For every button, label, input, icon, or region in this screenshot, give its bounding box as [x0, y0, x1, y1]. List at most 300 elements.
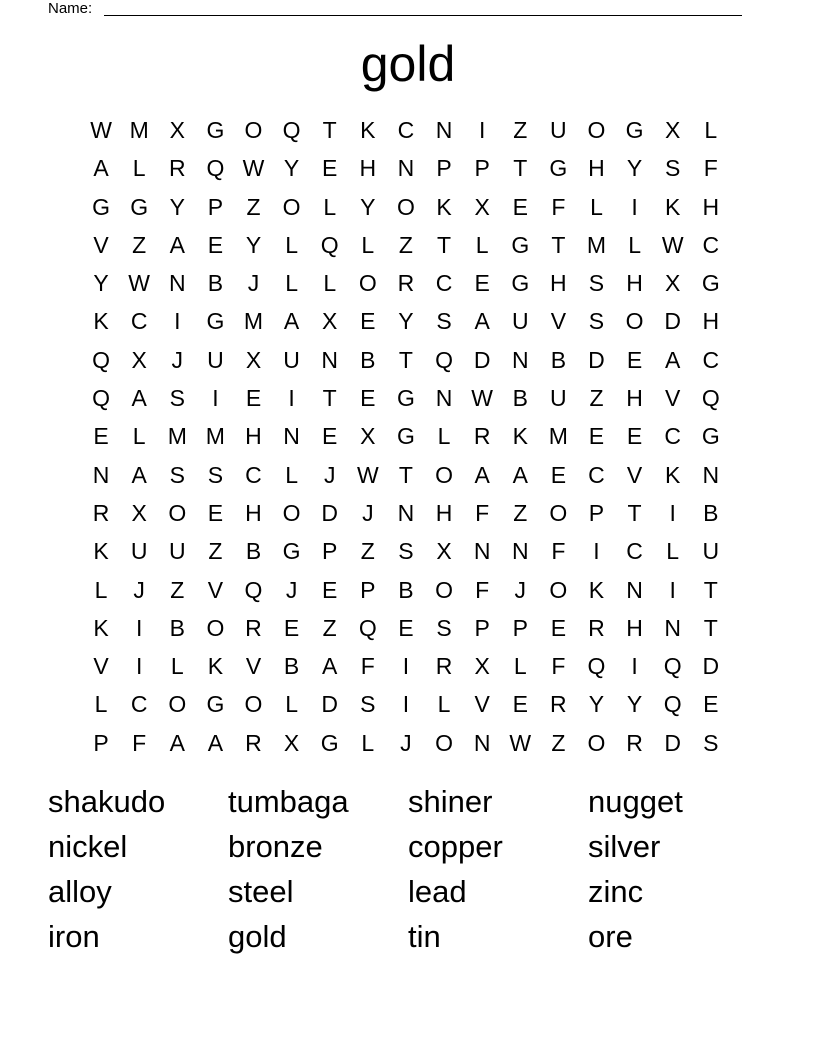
grid-row — [82, 226, 730, 264]
grid-letter: G — [549, 155, 568, 182]
grid-row — [82, 417, 730, 455]
grid-letter: M — [586, 231, 607, 258]
grid-letter: A — [169, 231, 185, 258]
grid-letter: B — [283, 653, 300, 680]
grid-letter: Y — [93, 270, 109, 297]
grid-letter: Y — [626, 691, 643, 718]
grid-letter: X — [665, 117, 681, 143]
grid-letter: I — [593, 538, 600, 565]
grid-letter: O — [282, 193, 301, 220]
grid-letter: F — [475, 576, 490, 603]
name-label: Name: — [48, 0, 93, 17]
grid-row — [82, 532, 730, 570]
name-field — [48, 0, 742, 18]
grid-letter: E — [360, 385, 376, 412]
grid-letter: L — [285, 461, 298, 488]
grid-letter: P — [436, 155, 452, 182]
grid-letter: G — [701, 423, 720, 450]
grid-letter: G — [206, 691, 225, 718]
grid-letter: R — [168, 155, 186, 182]
grid-letter: L — [285, 270, 298, 297]
grid-row — [82, 571, 730, 609]
grid-letter: Q — [587, 653, 606, 680]
grid-letter: U — [130, 538, 148, 565]
grid-letter: U — [511, 308, 529, 335]
grid-letter: R — [435, 653, 453, 680]
grid-letter: C — [130, 308, 148, 335]
grid-letter: K — [360, 117, 376, 143]
word-list-item: nugget — [588, 784, 683, 819]
grid-letter: E — [322, 576, 338, 603]
grid-letter: O — [244, 117, 263, 143]
grid-letter: O — [587, 729, 606, 756]
grid-letter: J — [514, 576, 526, 603]
grid-letter: I — [669, 576, 676, 603]
grid-letter: E — [474, 270, 490, 297]
grid-letter: Q — [92, 346, 110, 373]
grid-letter: C — [664, 423, 681, 450]
grid-letter: Q — [701, 385, 720, 412]
grid-letter: O — [244, 691, 263, 718]
grid-letter: Q — [92, 385, 110, 412]
grid-letter: L — [285, 691, 298, 718]
grid-letter: J — [362, 499, 374, 526]
grid-letter: Q — [663, 691, 682, 718]
grid-letter: G — [511, 231, 530, 258]
word-list-item: shiner — [408, 784, 493, 819]
word-list-item: steel — [228, 874, 294, 909]
grid-letter: P — [474, 614, 490, 641]
grid-letter: F — [551, 653, 566, 680]
grid-letter: X — [474, 193, 490, 220]
grid-letter: G — [130, 193, 149, 220]
grid-letter: R — [92, 499, 110, 526]
grid-letter: X — [665, 270, 681, 297]
grid-letter: V — [207, 576, 224, 603]
word-list-item: bronze — [228, 829, 323, 864]
grid-letter: D — [702, 653, 720, 680]
grid-letter: S — [436, 614, 452, 641]
grid-letter: N — [283, 423, 300, 450]
grid-letter: N — [511, 538, 529, 565]
grid-letter: V — [245, 653, 262, 680]
word-list-item: iron — [48, 919, 100, 954]
word-list-item: nickel — [48, 829, 128, 864]
grid-letter: K — [93, 538, 109, 565]
grid-letter: S — [703, 729, 719, 756]
grid-letter: X — [436, 538, 452, 565]
word-list-item: shakudo — [48, 784, 166, 819]
grid-letter: U — [283, 346, 300, 373]
grid-letter: T — [398, 346, 413, 373]
grid-row — [82, 302, 730, 340]
grid-letter: C — [245, 461, 262, 488]
grid-letter: O — [358, 270, 377, 297]
grid-letter: L — [437, 423, 451, 450]
grid-letter: O — [549, 576, 568, 603]
word-list — [48, 779, 768, 959]
grid-row — [82, 647, 730, 685]
grid-letter: B — [703, 499, 719, 526]
word-list-item: zinc — [588, 874, 644, 909]
grid-letter: X — [322, 308, 338, 335]
grid-letter: G — [625, 117, 644, 143]
grid-letter: I — [135, 653, 143, 680]
grid-letter: M — [129, 117, 149, 143]
grid-letter: N — [702, 461, 720, 488]
grid-letter: A — [474, 461, 490, 488]
grid-letter: T — [437, 231, 452, 258]
grid-letter: A — [131, 385, 147, 412]
grid-letter: B — [245, 538, 262, 565]
grid-letter: U — [702, 538, 720, 565]
word-list-item: copper — [408, 829, 503, 864]
word-list-item: ore — [588, 919, 633, 954]
grid-row — [82, 685, 730, 723]
grid-letter: E — [703, 691, 719, 718]
grid-letter: L — [323, 270, 337, 297]
grid-letter: G — [320, 729, 339, 756]
grid-letter: B — [398, 576, 414, 603]
grid-letter: I — [212, 385, 219, 412]
grid-row — [82, 188, 730, 226]
grid-letter: N — [92, 461, 110, 488]
grid-letter: L — [704, 117, 718, 143]
grid-letter: Z — [360, 538, 375, 565]
grid-letter: N — [473, 729, 491, 756]
grid-letter: B — [360, 346, 376, 373]
grid-letter: F — [132, 729, 147, 756]
grid-letter: Q — [663, 653, 682, 680]
grid-letter: O — [435, 729, 453, 756]
grid-letter: F — [360, 653, 375, 680]
grid-letter: L — [513, 653, 527, 680]
grid-letter: E — [512, 193, 528, 220]
grid-letter: I — [669, 499, 676, 526]
grid-letter: V — [93, 653, 109, 680]
grid-letter: Z — [170, 576, 185, 603]
grid-letter: Z — [322, 614, 337, 641]
grid-letter: S — [360, 691, 376, 718]
grid-row — [82, 341, 730, 379]
grid-letter: O — [282, 499, 301, 526]
grid-letter: K — [512, 423, 528, 450]
grid-letter: C — [702, 231, 720, 258]
grid-letter: N — [168, 270, 186, 297]
grid-letter: G — [206, 308, 225, 335]
grid-letter: Y — [169, 193, 185, 220]
grid-letter: S — [588, 270, 605, 297]
grid-letter: H — [359, 155, 377, 182]
grid-letter: W — [242, 155, 265, 182]
grid-letter: P — [207, 193, 224, 220]
grid-letter: K — [93, 308, 109, 335]
grid-letter: O — [625, 308, 644, 335]
grid-letter: G — [396, 423, 415, 450]
grid-letter: E — [207, 499, 224, 526]
grid-letter: Y — [283, 155, 300, 182]
grid-letter: G — [206, 117, 225, 143]
grid-letter: O — [549, 499, 568, 526]
grid-letter: W — [356, 461, 379, 488]
grid-row — [82, 264, 730, 302]
word-list-item: alloy — [48, 874, 112, 909]
grid-letter: T — [322, 117, 337, 143]
grid-letter: Z — [513, 499, 528, 526]
grid-letter: F — [551, 193, 566, 220]
grid-letter: T — [627, 499, 642, 526]
grid-letter: F — [475, 499, 490, 526]
grid-letter: O — [435, 461, 453, 488]
page-title: gold — [360, 36, 456, 92]
grid-letter: N — [511, 346, 529, 373]
grid-letter: E — [93, 423, 109, 450]
grid-letter: N — [473, 538, 491, 565]
grid-letter: E — [207, 231, 224, 258]
grid-letter: C — [130, 691, 148, 718]
grid-letter: M — [243, 308, 264, 335]
grid-letter: R — [588, 614, 605, 641]
grid-letter: H — [588, 155, 605, 182]
grid-letter: H — [626, 614, 643, 641]
grid-letter: X — [474, 653, 490, 680]
grid-letter: W — [471, 385, 493, 412]
grid-row — [82, 724, 730, 762]
grid-letter: I — [631, 653, 638, 680]
grid-letter: A — [512, 461, 528, 488]
grid-letter: L — [666, 538, 680, 565]
grid-letter: E — [512, 691, 528, 718]
grid-letter: N — [626, 576, 643, 603]
grid-letter: L — [590, 193, 603, 220]
grid-letter: H — [245, 423, 262, 450]
grid-letter: Z — [132, 231, 147, 258]
grid-letter: H — [550, 270, 567, 297]
grid-letter: L — [437, 691, 451, 718]
grid-letter: E — [626, 346, 643, 373]
grid-letter: H — [435, 499, 453, 526]
word-list-item: gold — [228, 919, 287, 954]
grid-letter: K — [588, 576, 605, 603]
grid-letter: W — [509, 729, 532, 756]
grid-letter: P — [588, 499, 605, 526]
grid-letter: P — [360, 576, 376, 603]
grid-letter: W — [128, 270, 151, 297]
grid-letter: E — [626, 423, 643, 450]
grid-letter: G — [92, 193, 110, 220]
grid-letter: R — [550, 691, 567, 718]
grid-letter: Y — [245, 231, 262, 258]
grid-letter: N — [397, 155, 415, 182]
letter-grid — [82, 111, 730, 762]
grid-letter: M — [205, 423, 225, 450]
grid-letter: S — [665, 155, 681, 182]
grid-letter: F — [551, 538, 566, 565]
grid-letter: I — [174, 308, 181, 335]
grid-letter: S — [588, 308, 605, 335]
grid-letter: P — [512, 614, 528, 641]
grid-letter: D — [664, 729, 681, 756]
grid-letter: X — [131, 346, 147, 373]
grid-letter: E — [322, 155, 338, 182]
grid-letter: N — [435, 117, 453, 143]
grid-row — [82, 456, 730, 494]
grid-letter: V — [665, 385, 681, 412]
name-write-line — [104, 15, 742, 16]
grid-letter: M — [548, 423, 568, 450]
grid-letter: U — [207, 346, 224, 373]
grid-letter: Z — [513, 117, 528, 143]
grid-letter: G — [282, 538, 301, 565]
grid-letter: A — [169, 729, 185, 756]
grid-letter: X — [360, 423, 376, 450]
grid-row — [82, 494, 730, 532]
grid-letter: O — [168, 691, 187, 718]
grid-letter: Z — [551, 729, 566, 756]
grid-letter: B — [169, 614, 185, 641]
grid-letter: H — [702, 308, 720, 335]
grid-letter: X — [245, 346, 262, 373]
grid-letter: T — [322, 385, 337, 412]
grid-letter: Y — [360, 193, 376, 220]
grid-letter: O — [435, 576, 453, 603]
grid-letter: Z — [246, 193, 261, 220]
grid-letter: K — [93, 614, 109, 641]
grid-letter: W — [90, 117, 112, 143]
grid-letter: G — [511, 270, 530, 297]
grid-letter: K — [207, 653, 224, 680]
grid-letter: L — [94, 576, 108, 603]
grid-letter: Y — [588, 691, 605, 718]
grid-letter: S — [398, 538, 414, 565]
grid-letter: L — [323, 193, 337, 220]
grid-letter: Z — [208, 538, 223, 565]
grid-letter: K — [665, 193, 681, 220]
grid-letter: O — [396, 193, 415, 220]
grid-letter: T — [551, 231, 566, 258]
grid-letter: J — [171, 346, 184, 373]
grid-letter: E — [550, 461, 567, 488]
grid-letter: T — [513, 155, 528, 182]
grid-letter: R — [245, 614, 262, 641]
grid-letter: I — [402, 691, 410, 718]
grid-letter: V — [474, 691, 490, 718]
grid-letter: H — [626, 385, 643, 412]
grid-row — [82, 111, 730, 149]
grid-letter: N — [435, 385, 453, 412]
grid-letter: Z — [398, 231, 413, 258]
grid-letter: L — [361, 729, 375, 756]
grid-letter: Q — [320, 231, 339, 258]
grid-letter: J — [323, 461, 336, 488]
grid-letter: Y — [398, 308, 414, 335]
grid-letter: P — [322, 538, 338, 565]
grid-letter: H — [626, 270, 643, 297]
grid-letter: S — [207, 461, 224, 488]
grid-letter: U — [550, 117, 567, 143]
grid-letter: A — [93, 155, 109, 182]
grid-letter: I — [631, 193, 638, 220]
grid-letter: S — [436, 308, 452, 335]
grid-letter: C — [702, 346, 720, 373]
grid-letter: J — [400, 729, 412, 756]
grid-letter: T — [703, 576, 718, 603]
grid-letter: V — [550, 308, 567, 335]
word-list-item: lead — [408, 874, 467, 909]
grid-letter: R — [397, 270, 415, 297]
grid-letter: W — [661, 231, 684, 258]
grid-letter: L — [94, 691, 108, 718]
grid-letter: R — [245, 729, 262, 756]
grid-letter: J — [133, 576, 145, 603]
grid-letter: U — [168, 538, 186, 565]
grid-letter: A — [131, 461, 147, 488]
grid-letter: E — [398, 614, 414, 641]
grid-letter: Q — [282, 117, 301, 143]
grid-letter: C — [435, 270, 453, 297]
grid-letter: N — [321, 346, 339, 373]
grid-letter: V — [93, 231, 109, 258]
grid-letter: V — [626, 461, 643, 488]
grid-letter: I — [402, 653, 410, 680]
grid-letter: S — [169, 385, 185, 412]
grid-letter: I — [288, 385, 295, 412]
grid-letter: L — [361, 231, 375, 258]
grid-letter: X — [283, 729, 300, 756]
grid-letter: L — [132, 423, 146, 450]
grid-letter: F — [703, 155, 718, 182]
grid-letter: X — [131, 499, 147, 526]
grid-letter: E — [322, 423, 338, 450]
grid-row — [82, 149, 730, 187]
grid-letter: J — [247, 270, 260, 297]
grid-letter: D — [473, 346, 491, 373]
grid-letter: E — [283, 614, 300, 641]
grid-letter: E — [360, 308, 376, 335]
grid-letter: Q — [358, 614, 377, 641]
grid-letter: D — [321, 499, 339, 526]
grid-letter: D — [664, 308, 681, 335]
grid-letter: B — [512, 385, 528, 412]
grid-letter: I — [135, 614, 143, 641]
grid-letter: S — [169, 461, 185, 488]
grid-letter: E — [588, 423, 605, 450]
grid-letter: O — [587, 117, 606, 143]
word-list-item: silver — [588, 829, 661, 864]
grid-letter: R — [626, 729, 643, 756]
grid-letter: H — [702, 193, 720, 220]
grid-letter: D — [321, 691, 339, 718]
grid-letter: A — [322, 653, 338, 680]
grid-row — [82, 379, 730, 417]
grid-letter: A — [207, 729, 224, 756]
grid-letter: L — [170, 653, 184, 680]
grid-letter: Y — [626, 155, 643, 182]
grid-letter: G — [396, 385, 415, 412]
grid-letter: J — [285, 576, 298, 603]
grid-letter: M — [167, 423, 187, 450]
grid-letter: E — [245, 385, 262, 412]
grid-letter: Q — [244, 576, 263, 603]
word-list-item: tin — [408, 919, 441, 954]
grid-letter: E — [550, 614, 567, 641]
grid-letter: N — [664, 614, 681, 641]
grid-letter: U — [550, 385, 567, 412]
word-list-item: tumbaga — [228, 784, 349, 819]
grid-letter: T — [398, 461, 413, 488]
grid-row — [82, 609, 730, 647]
grid-letter: L — [285, 231, 298, 258]
